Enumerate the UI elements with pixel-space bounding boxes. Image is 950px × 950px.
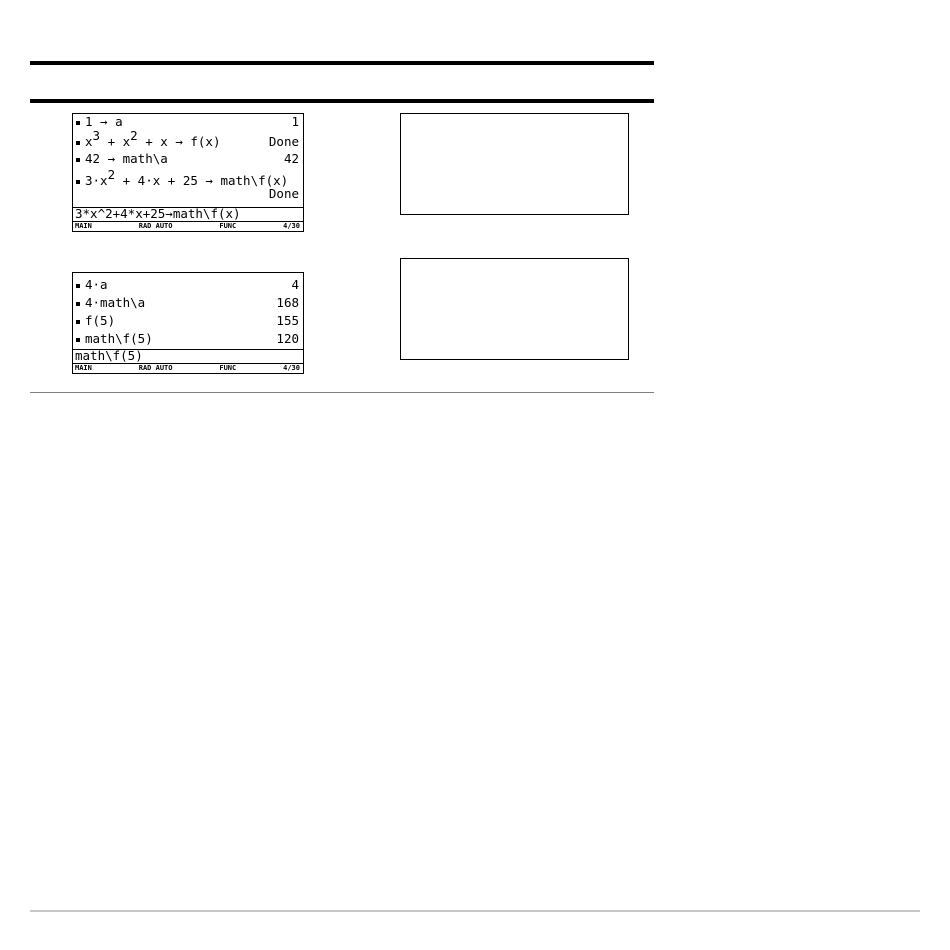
history-entry [73,152,303,166]
entry-result: 120 [276,331,299,346]
header-rule-bottom [30,99,654,103]
history-entry [73,296,303,310]
status-folder: MAIN [75,364,92,372]
keystroke-box-2 [400,258,629,360]
status-graph-mode: FUNC [219,222,237,230]
keystroke-box-1 [400,113,629,215]
entry-expression: f(5) [85,313,116,328]
status-mode: RAD AUTO [138,364,173,372]
history-entry [73,314,303,328]
entry-bullet-icon [76,158,80,162]
entry-result: 168 [276,295,299,310]
footer-rule [30,910,920,912]
command-line-input[interactable]: math\f(5) [73,349,303,362]
command-line-input[interactable]: 3*x^2+4*x+25→math\f(x) [73,207,303,220]
entry-bullet-icon [76,302,80,306]
history-area [73,273,303,346]
history-area [73,114,303,200]
entry-expression: 4·math\a [85,295,146,310]
entry-result: 4 [291,277,299,292]
history-entry [73,166,303,188]
entry-result: Done [268,186,299,201]
entry-result: 155 [276,313,299,328]
status-history-count: 4/30 [283,222,300,230]
entry-result: 42 [283,151,299,166]
calculator-screen-define [72,113,304,232]
entry-expression: math\f(5) [85,331,153,346]
entry-bullet-icon [76,121,80,125]
entry-bullet-icon [76,180,80,184]
entry-expression: 42 → math\a [85,151,168,166]
entry-expression: $3\cdot x^2 + 4\cdot x + 25$ → math\f(x) [85,166,289,188]
entry-expression: 4·a [85,277,108,292]
history-entry [73,127,303,149]
status-bar [73,221,303,231]
history-entry [73,332,303,346]
history-entry [73,115,303,129]
entry-expression: 1 → a [85,114,123,129]
entry-bullet-icon [76,320,80,324]
entry-bullet-icon [76,338,80,342]
entry-result: Done [268,134,299,149]
status-bar [73,363,303,373]
status-graph-mode: FUNC [219,364,237,372]
entry-expression: $x^3 + x^2 + x \to f(x)$ [85,127,221,149]
status-mode: RAD AUTO [138,222,173,230]
history-entry [73,278,303,292]
entry-bullet-icon [76,141,80,145]
calculator-screen-evaluate [72,272,304,374]
header-rule-top [30,61,654,65]
section-divider [30,392,654,393]
status-folder: MAIN [75,222,92,230]
entry-result: 1 [291,114,299,129]
entry-bullet-icon [76,284,80,288]
status-history-count: 4/30 [283,364,300,372]
